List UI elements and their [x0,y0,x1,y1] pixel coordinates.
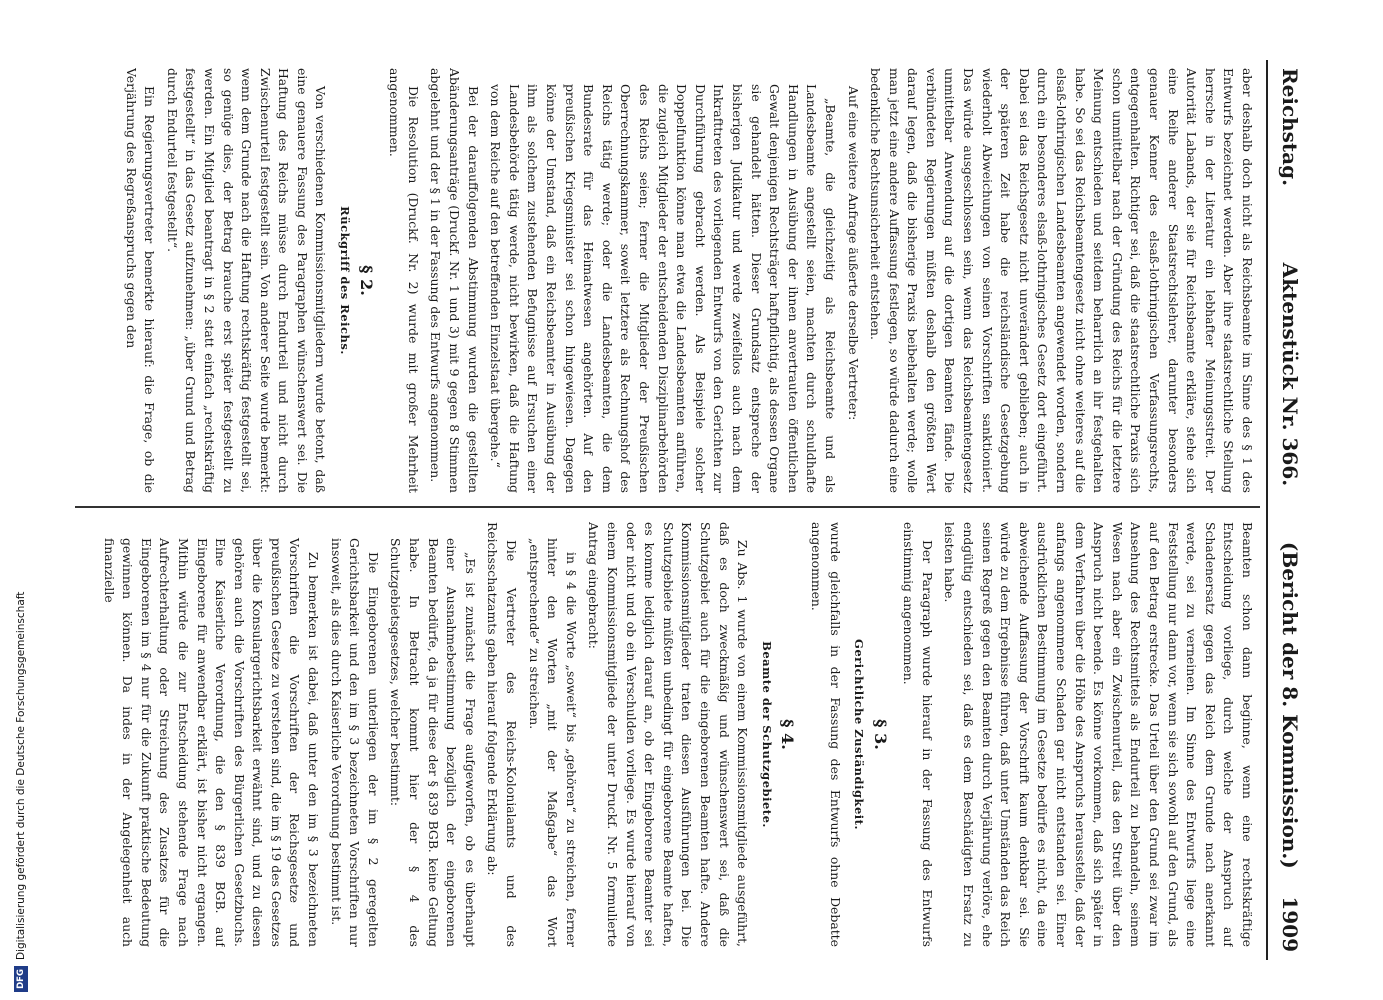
quote-block: in § 4 die Worte „soweit“ bis „gehören“ zu streichen, ferner hinter den Worten „mit der Maßgabe“ das Wort „entsprechende“ zu streichen. [526,538,579,947]
section-heading: § 2. [356,265,376,296]
page-number: 1909 [1278,896,1302,952]
paragraph: Von verschiedenen Kommissionsmitgliedern wurde betont, daß eine genauere Fassung des Paragraphen wünschenswert sei. Die Haftung des Reichs müsse durch Endurteil und nicht durch Zwischenurteil festgestellt sein. Von anderer Seite wurde bemerkt: wenn dem Grunde nach die Haftung rechtskräftig festgestellt sei, so genüge dies, der Betrag brauche erst später festgestellt zu werden. Ein Mitglied beantragt in § 2 statt einfach „rechtskräftig festgestellt“ in das Gesetz aufzunehmen: „über Grund und Betrag durch Endurteil festgestellt“. [164,68,329,493]
right-column [76,522,1256,947]
paragraph: Zu Abs. 1 wurde von einem Kommissionsmitgliede ausgeführt, daß es doch zweckmäßig und wünschenswert sei, daß die Schutzgebiet auch für die eingeborenen Beamten hafte. Andere Kommissionsmitglieder traten diesen Ausführungen bei. Die Schutzgebiete müßten unbedingt für eingeborene Beamte haften, es komme lediglich darauf an, ob der Eingeborene Beamter sei oder nicht und ob ein Verschulden vorliege. Es wurde hierauf von einem Kommissionsmitgliede der unter Druckf. Nr. 5 formulierte Antrag eingebracht: [586,522,751,947]
section-subheading: Gerichtliche Zuständigkeit. [852,639,867,830]
quote-block: „Beamte, die gleichzeitig als Reichsbeamte und als Landesbeamte angestellt seien, machten durch schuldhafte Handlungen in Ausübung der ihnen anvertrauten öffentlichen Gewalt denjenigen Rechtsträger haftpflichtig, als dessen Organe sie gehandelt hätten. Dieser Grundsatz entspreche der bisherigen Judikatur und werde zweifellos auch nach dem Inkrafttreten des vorliegenden Entwurfs von den Gerichten zur Durchführung gebracht werden. Als Beispiele solcher Doppelfunktion könne man etwa die Landesbeamten anführen, die zugleich Mitglieder der entscheidenden Disziplinarbehörden des Reichs seien; ferner die Mitglieder der Preußischen Oberrechnungskammer, soweit letztere als Rechnungshof des Reichs tätig werde; oder die Landesbeamten, die dem Bundesrate für das Heimatwesen angehörten. Auf den preußischen Kriegsminister sei schon hingewiesen. Dagegen könne der Umstand, daß ein Reichsbeamter in Ausübung der ihm als solchem zustehenden Befugnisse auf Ersuchen einer Landesbehörde tätig werde, nicht bewirken, daß die Haftung von dem Reiche auf den betreffenden Einzelstaat übergehe.“ [488,84,838,493]
section-subheading: Rückgriff des Reichs. [338,206,353,355]
quote-block: „Es ist zunächst die Frage aufgeworfen, ob es überhaupt einer Ausnahmebestimmung bezüglich der eingeborenen Beamten bedürfe, da ja für diese der § 839 BGB. keine Geltung habe. In Betracht kommt hier der § 4 des Schutzgebietsgesetzes, welcher bestimmt: [388,538,478,947]
paragraph: Ein Regierungsvertreter bemerkte hierauf: die Frage, ob die Verjährung des Regreßanspruchs gegen den [123,68,158,493]
header-report-text: (Bericht der 8. Kommission.) [1278,541,1302,869]
quote-block: Die Eingeborenen unterliegen der im § 2 geregelten Gerichtsbarkeit und den im § 3 bezeichneten Vorschriften nur insoweit, als dies durch Kaiserliche Verordnung bestimmt ist. [328,538,381,947]
digitization-credit-text: Digitalisierung gefördert durch die Deutsche Forschungsgemeinschaft [15,591,27,960]
section-subheading: Beamte der Schutzgebiete. [759,641,774,828]
paragraph: Auf eine weitere Anfrage äußerte derselbe Vertreter: [845,86,861,421]
paragraph: Der Paragraph wurde hierauf in der Fassung des Entwurfs einstimmig angenommen. [901,522,935,947]
page-header [1266,60,1310,960]
left-column [76,68,1256,493]
header-middle-text: Aktenstück Nr. 366. [1278,262,1302,487]
paragraph: Die Vertreter des Reichs-Kolonialamts und des Reichsschatzamts gaben hierauf folgende Erklärung ab: [485,522,520,947]
paragraph: Die Resolution (Druckf. Nr. 2) wurde mit großer Mehrheit angenommen. [387,68,421,493]
header-left-text: Reichstag. [1278,68,1302,187]
section-heading: § 3. [870,719,890,750]
dfg-logo: DFG [14,966,28,992]
paragraph: Bei der darauffolgenden Abstimmung wurden die gestellten Abänderungsanträge (Druckf. Nr. 1 und 3) mit 9 gegen 8 Stimmen abgelehnt und der § 1 in der Fassung des Entwurfs angenommen. [428,68,481,493]
quote-block: Zu bemerken ist dabei, daß unter den im § 3 bezeichneten Vorschriften die Vorschriften der Reichsgesetze und preußischen Gesetze zu verstehen sind, die im § 19 des Gesetzes über die Konsulargerichtsbarkeit erwähnt sind, und zu diesen gehören auch die Vorschriften des Bürgerlichen Gesetzbuchs. Eine Kaiserliche Verordnung, die den § 839 BGB. auf Eingeborene für anwendbar erklärt, ist bisher nicht ergangen. Mithin würde die zur Entscheidung stehende Frage nach Aufrechterhaltung oder Streichung des Zusatzes für die Eingeborenen im § 4 nur für die Zukunft praktische Bedeutung gewinnen können. Da indes in der Angelegenheit auch finanzielle [101,538,322,947]
paragraph: Beamten schon dann beginne, wenn eine rechtskräftige Entscheidung vorliege, durch welche der Anspruch auf Schadenersatz gegen das Reich dem Grunde nach anerkannt werde, sei zu verneinen. Im Sinne des Entwurfs liege eine Feststellung nur dann vor, wenn sie sich sowohl auf den Grund, als auf den Betrag erstrecke. Das Urteil über den Grund sei zwar im Ansehung des Rechtsmittels als Endurteil zu behandeln, seinem Wesen nach aber ein Zwischenurteil, das den Streit über den Anspruch nicht beende. Es könne vorkommen, daß sich später in dem Verfahren über die Höhe des Anspruchs herausstelle, daß der anfangs angenommene Schaden gar nicht entstanden sei. Einer ausdrücklichen Bestimmung im Gesetze bedürfe es nicht, da eine abweichende Auffassung der Vorschrift kaum denkbar sei. Sie würde zu dem Ergebnisse führen, daß unter Umständen das Reich seinen Regreß gegen den Beamten durch Verjährung verlöre, ehe endgültig entschieden sei, daß es dem Beschädigten Ersatz zu leisten habe. [942,522,1255,947]
paragraph: aber deshalb doch nicht als Reichsbeamte im Sinne des § 1 des Entwurfs bezeichnet werden. Aber ihre staatsrechtliche Stellung herrsche in der Literatur ein lebhafter Meinungsstreit. Der Autorität Labands, der sie für Reichsbeamte erkläre, stehe sich eine Reihe anderer Staatsrechtslehrer, darunter besonders genauer Kenner des elsaß-lothringischen Verfassungsrechts, entgegenhalten. Richtiger sei, daß die staatsrechtliche Praxis sich schon unmittelbar nach der Gründung des Reichs für die letztere Meinung entschieden und seitdem beharrlich an ihr festgehalten habe. So sei das Reichsbeamtengesetz nicht ohne weiteres auf die elsaß-lothringischen Landesbeamten angewendet worden, sondern durch ein besonderes elsaß-lothringisches Gesetz dort eingeführt. Dabei sei das Reichsgesetz nicht unverändert geblieben; auch in der späteren Zeit habe die reichsländische Gesetzgebung wiederholt Abweichungen von seinen Vorschriften sanktioniert. Das würde ausgeschlossen sein, wenn das Reichsbeamtengesetz unmittelbar Anwendung auf die dortigen Beamten fände. Die verbündeten Regierungen müßten deshalb den größten Wert darauf legen, daß die bisherige Praxis beibehalten werde; wolle man jetzt eine andere Auffassung festlegen, so würde dadurch eine bedenkliche Rechtsunsicherheit entstehen. [868,68,1255,493]
document-page [60,60,1310,960]
digitization-credit [14,12,28,992]
paragraph: wurde gleichfalls in der Fassung des Entwurfs ohne Debatte angenommen. [808,522,843,947]
header-title [1278,68,1302,869]
section-heading: § 4. [778,719,798,750]
column-divider [75,506,1260,508]
